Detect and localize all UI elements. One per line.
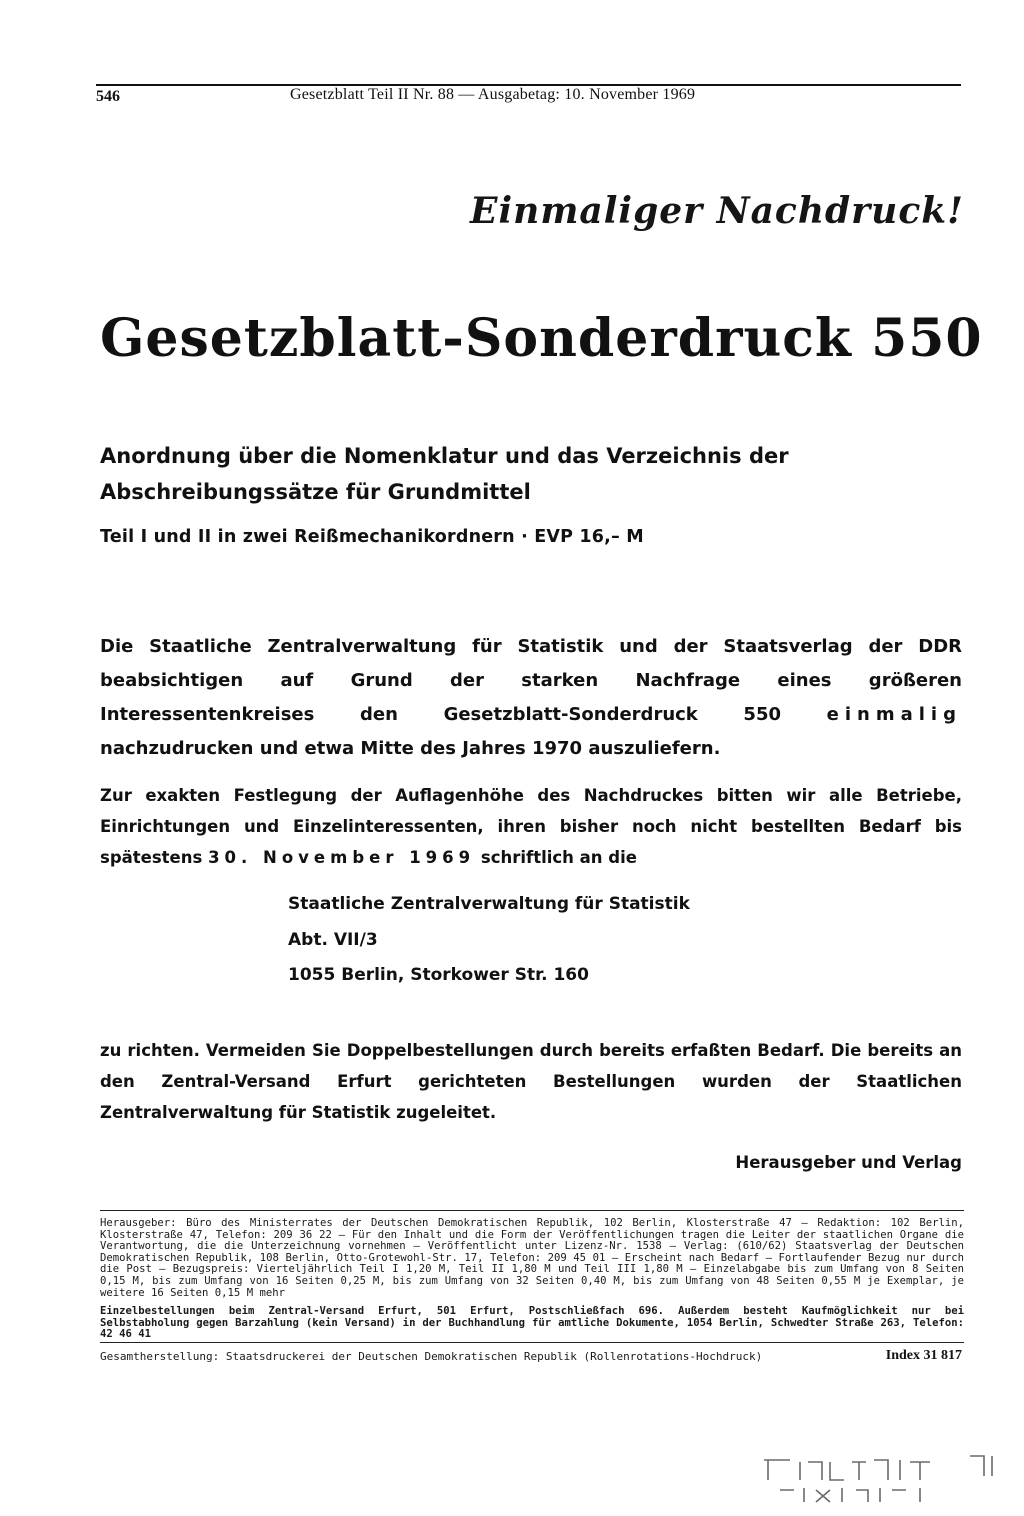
paragraph-reprint-intent [100,630,962,766]
address-block [288,887,690,994]
imprint-text: Herausgeber: Büro des Ministerrates der Deutschen Demokratischen Republik, 102 Berlin, Klosterstraße 47 – Redaktion: 102 Berlin, Klosterstraße 47, Telefon: 209 36 22 – Für den Inhalt und die Form der Veröffentlichungen tragen die Leiter der staatlichen Organe die Verantwortung, die die Unterzeichnung vornehmen – Veröffentlicht unter Lizenz-Nr. 1538 – Verlag: (610/62) Staatsverlag der Deutschen Demokratischen Republik, 108 Berlin, Otto-Grotewohl-Str. 17, Telefon: 209 45 01 – Erscheint nach Bedarf – Fortlaufender Bezug nur durch die Post – Bezugspreis: Vierteljährlich Teil I 1,20 M, Teil II 1,80 M und Teil III 1,80 M – Einzelabgabe bis zum Umfang von 8 Seiten 0,15 M, bis zum Umfang von 16 Seiten 0,25 M, bis zum Umfang von 32 Seiten 0,40 M, bis zum Umfang von 48 Seiten 0,55 M je Exemplar, je weitere 16 Seiten 0,15 M mehr [100,1217,964,1299]
imprint-rule-lower [100,1342,964,1343]
page-title: Gesetzblatt-Sonderdruck 550 [100,308,983,369]
address-line: 1055 Berlin, Storkower Str. 160 [288,965,589,985]
emphasis-text: einmalig [826,704,962,725]
address-line: Staatliche Zentralverwaltung für Statistik [288,894,690,914]
imprint-rule [100,1210,964,1211]
imprint-orders: Einzelbestellungen beim Zentral-Versand Erfurt, 501 Erfurt, Postschließfach 696. Außerdem besteht Kaufmöglichkeit nur bei Selbstabholung gegen Barzahlung (kein Versand) in der Buchhandlung für amtliche Dokumente, 1054 Berlin, Schwedter Straße 263, Telefon: 42 46 41 [100,1305,964,1341]
paragraph-closing: zu richten. Vermeiden Sie Doppelbestellungen durch bereits erfaßten Bedarf. Die bereits an den Zentral-Versand Erfurt gerichteten Bestellungen wurden der Staatlichen Zentralverwaltung für Statistik zugeleitet. [100,1041,962,1122]
index-number: Index 31 817 [885,1348,962,1363]
paragraph-order-request [100,780,962,873]
paragraph-text: schriftlich an die [475,848,637,867]
paragraph-text: Die Staatliche Zentralverwaltung für Statistik und der Staatsverlag der DDR beabsichtigen auf Grund der starken Nachfrage eines größeren Interessentenkreises den Gesetzblatt-Sonderdruck 550 [100,636,962,725]
production-note: Gesamtherstellung: Staatsdruckerei der Deutschen Demokratischen Republik (Rollenrotations-Hochdruck) [100,1350,763,1363]
paragraph-text: nachzudrucken und etwa Mitte des Jahres 1970 auszuliefern. [100,738,721,759]
subtitle: Anordnung über die Nomenklatur und das Verzeichnis der Abschreibungssätze für Grundmittel [100,444,789,504]
running-header: Gesetzblatt Teil II Nr. 88 — Ausgabetag: 10. November 1969 [290,86,696,103]
edition-note: Teil I und II in zwei Reißmechanikordnern · EVP 16,– M [100,527,644,547]
page-number: 546 [96,88,120,105]
header-rule [96,84,961,86]
stamp-mark [760,1450,1000,1506]
reprint-note: Einmaliger Nachdruck! [470,190,964,232]
publisher-signature: Herausgeber und Verlag [735,1153,962,1172]
address-line: Abt. VII/3 [288,929,378,950]
paragraph-text: Zur exakten Festlegung der Auflagenhöhe des Nachdruckes bitten wir alle Betriebe, Einrichtungen und Einzelinteressenten, ihren bisher noch nicht bestellten Bedarf bis spätestens [100,786,962,867]
deadline-text: 30. November 1969 [208,848,476,867]
